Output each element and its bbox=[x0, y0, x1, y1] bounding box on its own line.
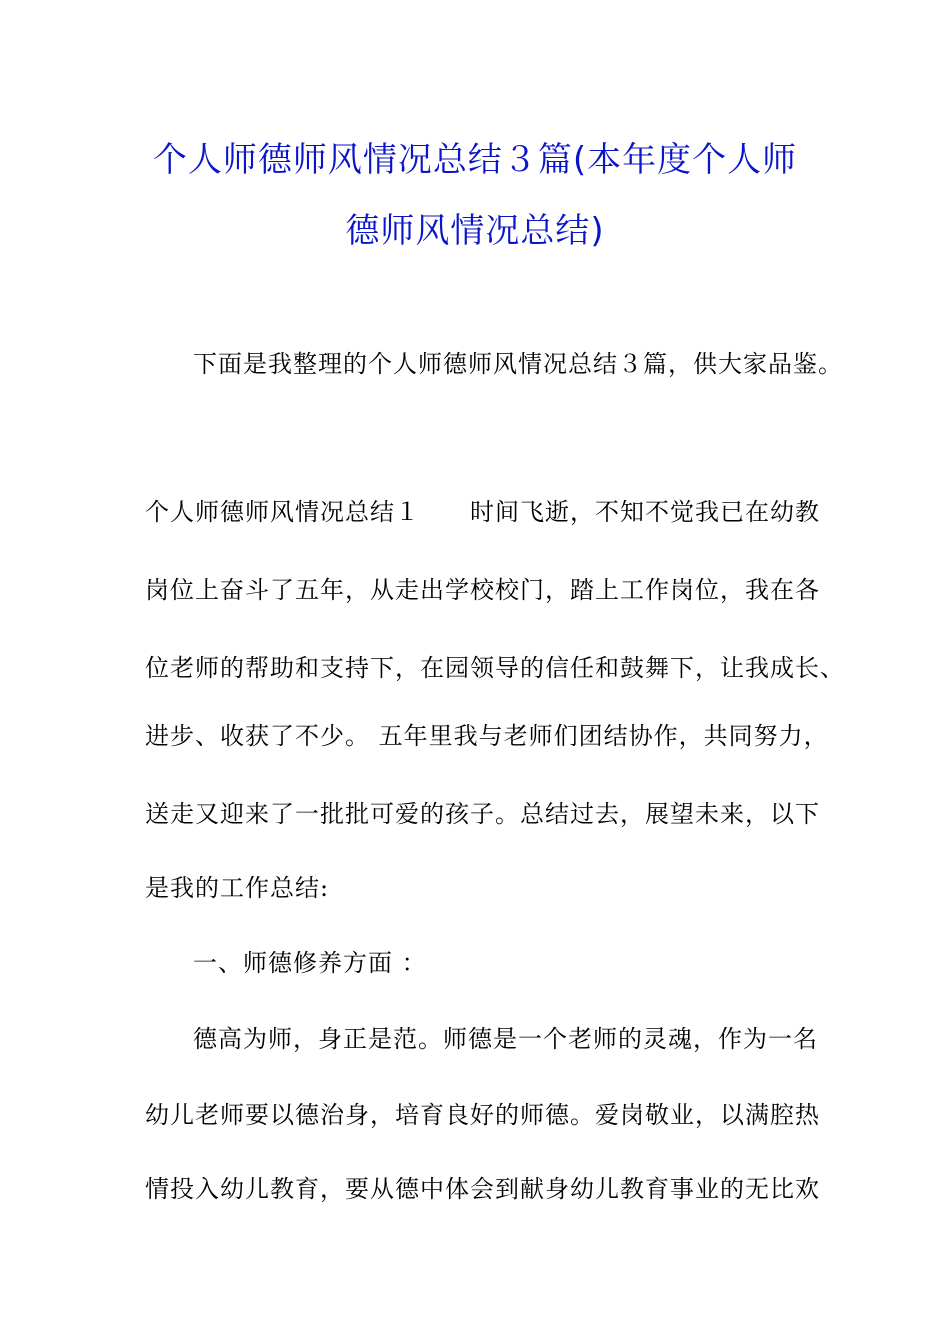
intro-paragraph: 下面是我整理的个人师德师风情况总结３篇，供大家品鉴。 bbox=[193, 350, 843, 378]
body-line: 德高为师，身正是范。师德是一个老师的灵魂，作为一名 bbox=[193, 1025, 818, 1053]
document-title-line-2: 德师风情况总结) bbox=[345, 211, 605, 251]
body-line: 个人师德师风情况总结１ 时间飞逝，不知不觉我已在幼教 bbox=[145, 498, 820, 526]
body-line: 情投入幼儿教育，要从德中体会到献身幼儿教育事业的无比欢 bbox=[145, 1175, 820, 1203]
section-heading: 一、师德修养方面 ： bbox=[193, 949, 427, 977]
body-line: 送走又迎来了一批批可爱的孩子。总结过去，展望未来，以下 bbox=[145, 800, 820, 828]
body-line: 岗位上奋斗了五年，从走出学校校门，踏上工作岗位，我在各 bbox=[145, 576, 820, 604]
body-line: 进步、收获了不少。 五年里我与老师们团结协作，共同努力， bbox=[145, 722, 829, 750]
body-line: 幼儿老师要以德治身，培育良好的师德。爱岗敬业，以满腔热 bbox=[145, 1101, 820, 1129]
document-title-line-1: 个人师德师风情况总结３篇(本年度个人师 bbox=[152, 140, 798, 180]
body-line: 位老师的帮助和支持下，在园领导的信任和鼓舞下，让我成长、 bbox=[145, 654, 845, 682]
body-line: 是我的工作总结: bbox=[145, 874, 330, 902]
